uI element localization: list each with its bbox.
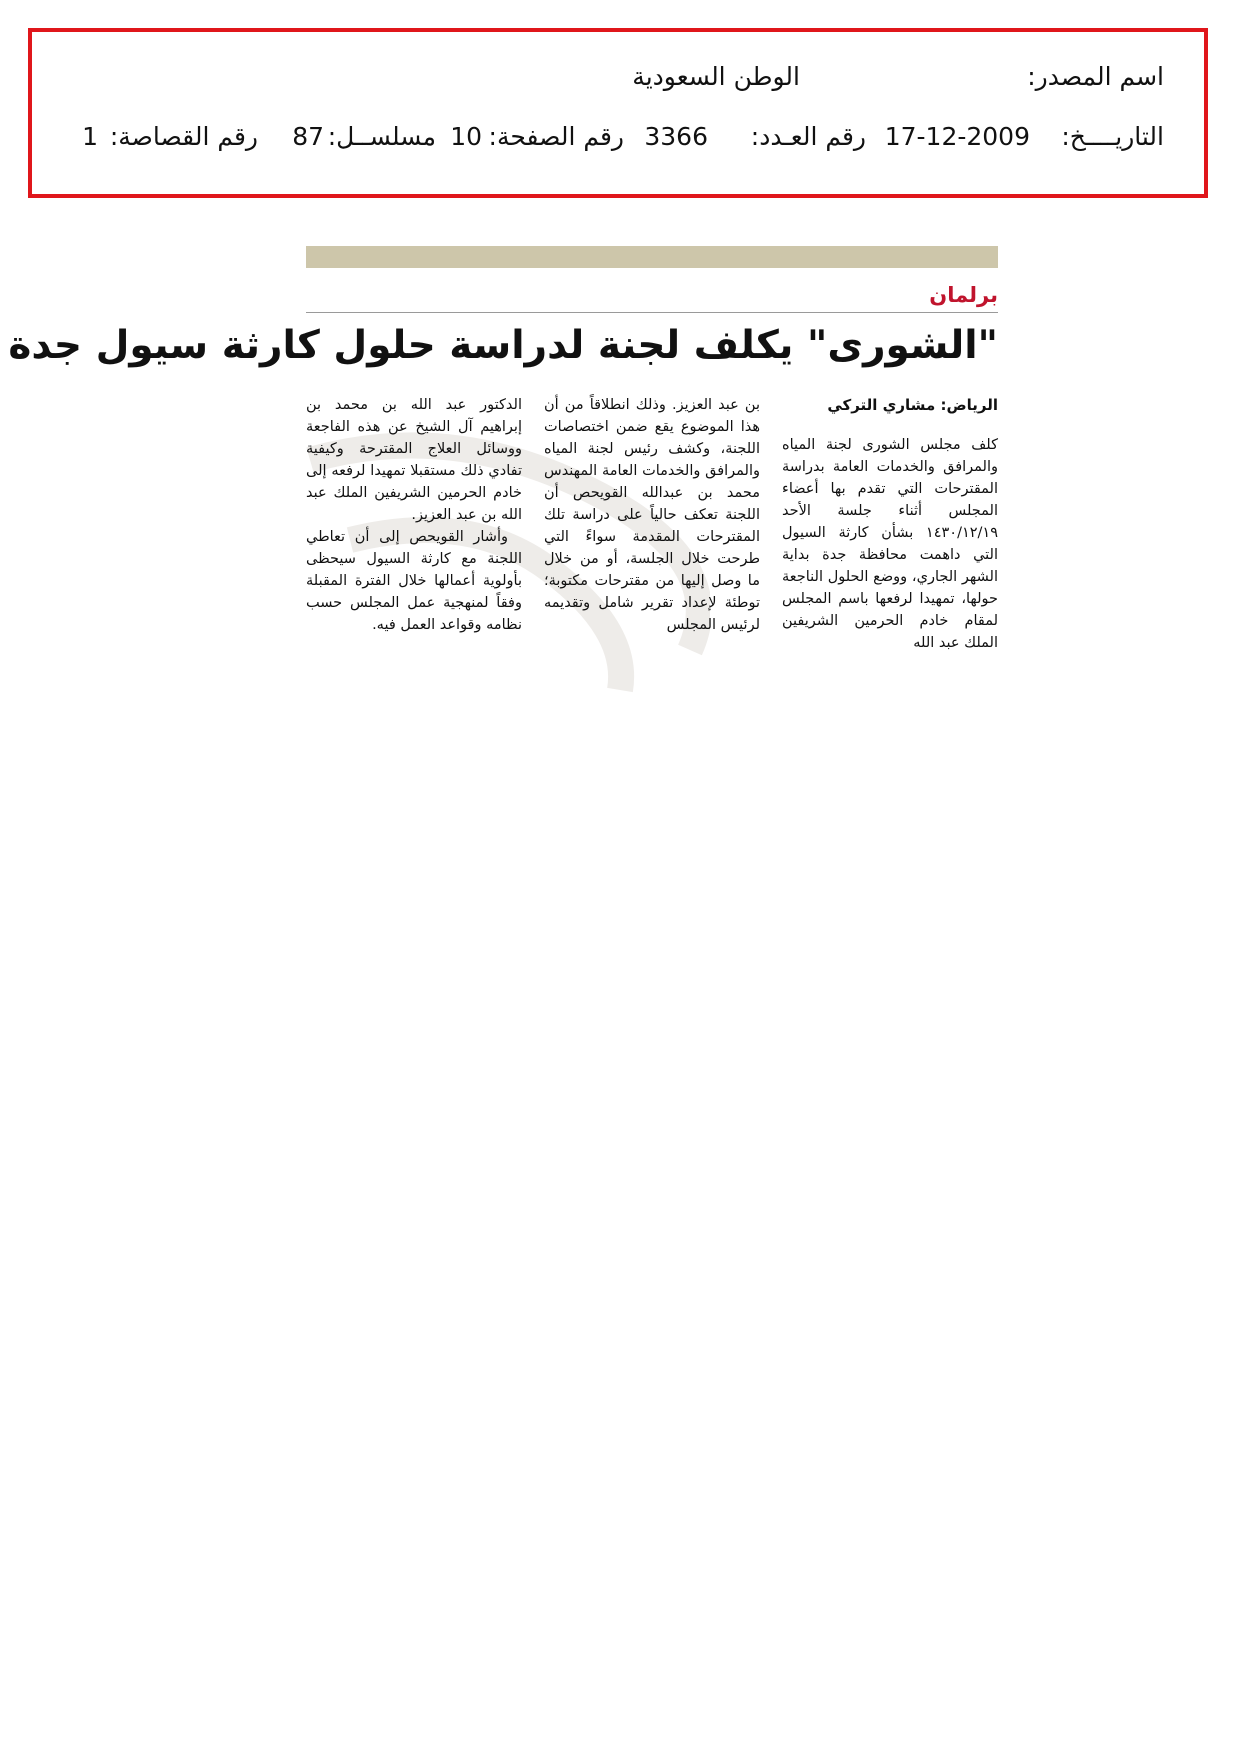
source-row [32, 62, 1204, 102]
page-value: 10 [450, 122, 482, 151]
section-divider [306, 312, 998, 313]
column-text: كلف مجلس الشورى لجنة المياه والمرافق والخدمات العامة بدراسة المقترحات التي تقدم بها أعضاء المجلس أثناء جلسة الأحد ١٤٣٠/١٢/١٩ بشأن كارثة السيول التي داهمت محافظة جدة بداية الشهر الجاري، ووضع الحلول الناجعة حولها، تمهيدا لرفعها باسم المجلس لمقام خادم الحرمين الشريفين الملك عبد الله [782, 437, 998, 651]
meta-row [32, 122, 1204, 162]
issue-label: رقم العـدد: [750, 122, 866, 151]
page-label: رقم الصفحة: [488, 122, 624, 151]
article-column-3 [306, 394, 522, 636]
headline: "الشورى" يكلف لجنة لدراسة حلول كارثة سيول جدة [8, 323, 998, 368]
clip-number-label: رقم القصاصة: [109, 122, 258, 151]
section-title: برلمان [929, 283, 998, 307]
byline: الرياض: مشاري التركي [827, 396, 998, 414]
article [8, 246, 998, 674]
clip-number-value: 1 [82, 122, 98, 151]
source-label: اسم المصدر: [1027, 62, 1164, 91]
date-value: 17-12-2009 [884, 122, 1030, 151]
serial-label: مسلســل: [327, 122, 436, 151]
source-value: الوطن السعودية [632, 62, 800, 91]
column-text: الدكتور عبد الله بن محمد بن إبراهيم آل الشيخ عن هذه الفاجعة ووسائل العلاج المقترحة وكيفية تفادي ذلك مستقبلا تمهيدا لرفعه إلى خادم الحرمين الشريفين الملك عبد الله بن عبد العزيز. [306, 397, 522, 523]
article-column-2: بن عبد العزيز. وذلك انطلاقاً من أن هذا الموضوع يقع ضمن اختصاصات اللجنة، وكشف رئيس لجنة المياه والمرافق والخدمات العامة المهندس محمد بن عبدالله القويحص أن اللجنة تعكف حالياً على دراسة تلك المقترحات المقدمة سواءً التي طرحت خلال الجلسة، أو من خلال ما وصل إليها من مقترحات مكتوبة؛ توطئة لإعداد تقرير شامل وتقديمه لرئيس المجلس [544, 397, 760, 633]
column-paragraph: وأشار القويحص إلى أن تعاطي اللجنة مع كارثة السيول سيحظى بأولوية أعمالها خلال الفترة المقبلة وفقاً لمنهجية عمل المجلس حسب نظامه وقواعد العمل فيه. [306, 529, 522, 633]
issue-value: 3366 [644, 122, 708, 151]
clipping-info-box [28, 28, 1208, 198]
date-label: التاريــــخ: [1061, 122, 1164, 151]
serial-value: 87 [292, 122, 324, 151]
article-body [306, 394, 998, 674]
section-color-bar [306, 246, 998, 268]
article-column-1 [782, 394, 998, 654]
